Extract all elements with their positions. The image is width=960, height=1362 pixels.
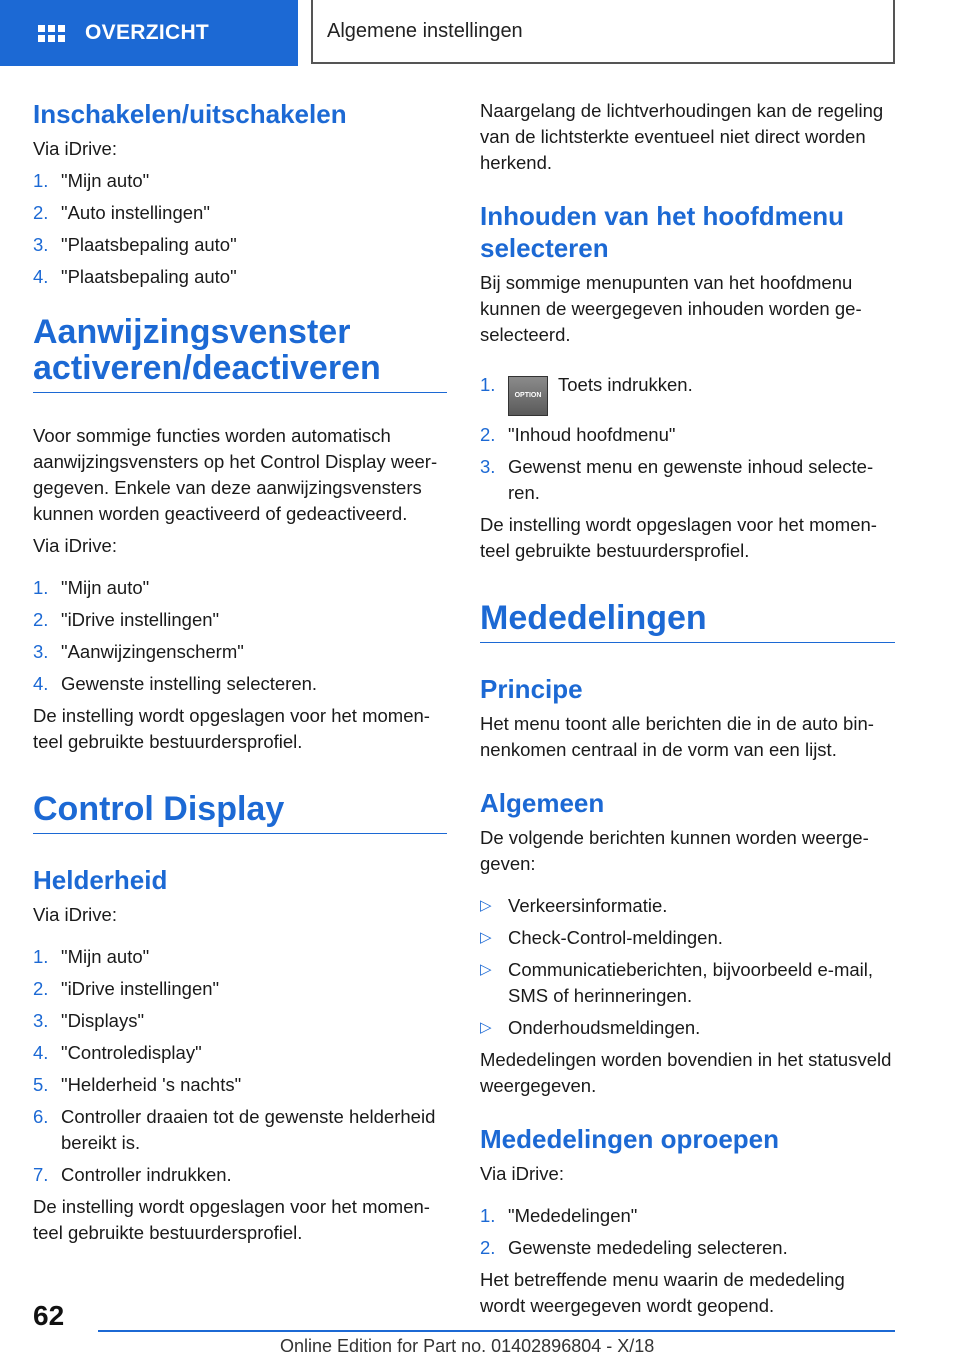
paragraph: Het betreffende menu waarin de mededeling wordt weergegeven wordt geopend. <box>480 1269 845 1316</box>
paragraph: Het menu toont alle berichten die in de auto binnenkomen centraal in de vorm van een lijst. <box>480 713 874 760</box>
paragraph: De instelling wordt opgeslagen voor het momenteel gebruikte bestuurdersprofiel. <box>33 705 430 752</box>
heading-mededelingen-oproepen: Mededelingen oproepen <box>480 1124 780 1154</box>
step-text: "Plaatsbepaling auto" <box>61 234 237 255</box>
steps-list <box>480 372 895 506</box>
list-item <box>33 1104 447 1156</box>
page-number: 62 <box>33 1300 65 1331</box>
page-header <box>0 0 960 66</box>
bullet-text: Verkeersinformatie. <box>508 895 668 916</box>
step-text: "Inhoud hoofdmenu" <box>508 424 676 445</box>
step-number: 4. <box>33 266 49 287</box>
triangle-bullet-icon: ▷ <box>480 1019 492 1036</box>
list-item <box>480 1015 895 1041</box>
step-number: 2. <box>33 609 49 630</box>
overview-tab[interactable] <box>0 0 298 66</box>
section-tab[interactable] <box>311 0 895 64</box>
overview-tab-label: OVERZICHT <box>85 21 210 44</box>
step-text: "Mijn auto" <box>61 946 150 967</box>
bullet-text: Check-Control-meldingen. <box>508 927 723 948</box>
heading-algemeen: Algemeen <box>480 788 605 818</box>
list-item <box>33 976 447 1002</box>
paragraph: De instelling wordt opgeslagen voor het momenteel gebruikte bestuurdersprofiel. <box>33 1196 430 1243</box>
step-text: "iDrive instellingen" <box>61 978 220 999</box>
step-text: "Helderheid 's nachts" <box>61 1074 242 1095</box>
right-column <box>480 98 895 1325</box>
triangle-bullet-icon: ▷ <box>480 961 492 978</box>
section-tab-label: Algemene instellingen <box>327 19 523 42</box>
heading-inhouden: Inhouden van het hoofdmenu selecteren <box>480 201 844 263</box>
list-item <box>33 1040 447 1066</box>
heading-mededelingen: Mededelingen <box>480 600 895 643</box>
step-number: 4. <box>33 1042 49 1063</box>
paragraph: De volgende berichten kunnen worden weergegeven: <box>480 827 869 874</box>
step-number: 6. <box>33 1106 49 1127</box>
step-number: 1. <box>33 946 49 967</box>
step-number: 1. <box>33 170 49 191</box>
heading-helderheid: Helderheid <box>33 865 168 895</box>
footer-edition: Online Edition for Part no. 01402896804 - X/18 <box>280 1336 655 1356</box>
step-text: "Mijn auto" <box>61 577 150 598</box>
list-item <box>480 422 895 448</box>
step-text: Gewenste mededeling selecteren. <box>508 1237 788 1258</box>
list-item <box>33 264 447 290</box>
step-text <box>508 372 693 416</box>
list-item <box>480 1203 895 1229</box>
step-number: 2. <box>33 978 49 999</box>
paragraph: Naargelang de lichtverhoudingen kan de regeling van de lichtsterkte eventueel niet direct worden herkend. <box>480 100 884 173</box>
step-text: "Displays" <box>61 1010 145 1031</box>
step-number: 1. <box>33 577 49 598</box>
step-text: "Aanwijzingenscherm" <box>61 641 244 662</box>
paragraph: Mededelingen worden bovendien in het statusveld weergegeven. <box>480 1049 892 1096</box>
steps-list <box>33 575 447 697</box>
paragraph: De instelling wordt opgeslagen voor het momenteel gebruikte bestuurdersprofiel. <box>480 514 877 561</box>
heading-control-display: Control Display <box>33 791 447 834</box>
heading-line: activeren/deactiveren <box>33 349 381 387</box>
footer-divider <box>98 1330 895 1332</box>
heading-principe: Principe <box>480 674 583 704</box>
list-item <box>33 232 447 258</box>
step-number: 1. <box>480 374 496 395</box>
list-item <box>33 1008 447 1034</box>
heading-line: Aanwijzingsvenster <box>33 313 351 351</box>
heading-aanwijzingsvenster <box>33 314 447 393</box>
paragraph: Via iDrive: <box>33 904 117 925</box>
step-text: Controller indrukken. <box>61 1164 232 1185</box>
list-item <box>480 957 895 1009</box>
steps-list <box>33 168 447 290</box>
bullet-list <box>480 893 895 1041</box>
list-item <box>480 1235 895 1261</box>
list-item <box>33 607 447 633</box>
paragraph: Via iDrive: <box>33 138 117 159</box>
step-text: "Controledisplay" <box>61 1042 202 1063</box>
step-text: "Plaatsbepaling auto" <box>61 266 237 287</box>
list-item <box>33 639 447 665</box>
steps-list <box>33 944 447 1188</box>
paragraph: Via iDrive: <box>33 535 117 556</box>
list-item <box>33 1162 447 1188</box>
list-item <box>33 575 447 601</box>
grid-icon <box>38 25 65 42</box>
step-text: "Mededelingen" <box>508 1205 638 1226</box>
list-item <box>33 168 447 194</box>
steps-list <box>480 1203 895 1261</box>
step-text-label: Toets indrukken. <box>558 374 693 395</box>
step-number: 2. <box>480 1237 496 1258</box>
list-item <box>33 200 447 226</box>
step-text: "Mijn auto" <box>61 170 150 191</box>
step-number: 3. <box>33 1010 49 1031</box>
bullet-text: Communicatieberichten, bijvoorbeeld e-mail, SMS of herinneringen. <box>508 959 874 1006</box>
step-number: 5. <box>33 1074 49 1095</box>
step-number: 1. <box>480 1205 496 1226</box>
step-number: 4. <box>33 673 49 694</box>
triangle-bullet-icon: ▷ <box>480 897 492 914</box>
list-item <box>480 454 895 506</box>
step-number: 2. <box>480 424 496 445</box>
step-number: 2. <box>33 202 49 223</box>
step-text: "Auto instellingen" <box>61 202 210 223</box>
option-button-icon: OPTION <box>508 376 548 416</box>
paragraph: Voor sommige functies worden automatisch aanwijzingsvensters op het Control Display weergegeven. Enkele van deze aanwijzingsvensters kunnen worden geactiveerd of gedeactiveerd. <box>33 425 438 524</box>
list-item <box>33 944 447 970</box>
paragraph: Bij sommige menupunten van het hoofdmenu kunnen de weergegeven inhouden worden geselecteerd. <box>480 272 862 345</box>
step-number: 3. <box>480 456 496 477</box>
list-item <box>33 671 447 697</box>
triangle-bullet-icon: ▷ <box>480 929 492 946</box>
list-item <box>480 925 895 951</box>
list-item <box>480 893 895 919</box>
step-text: Gewenst menu en gewenste inhoud selecteren. <box>508 456 874 503</box>
step-number: 3. <box>33 234 49 255</box>
heading-inschakelen: Inschakelen/uitschakelen <box>33 99 347 129</box>
list-item <box>33 1072 447 1098</box>
step-text: Gewenste instelling selecteren. <box>61 673 318 694</box>
left-column <box>33 98 447 1252</box>
step-number: 7. <box>33 1164 49 1185</box>
bullet-text: Onderhoudsmeldingen. <box>508 1017 701 1038</box>
step-text: Controller draaien tot de gewenste helderheid bereikt is. <box>61 1106 436 1153</box>
paragraph: Via iDrive: <box>480 1163 564 1184</box>
list-item <box>480 372 895 416</box>
step-text: "iDrive instellingen" <box>61 609 220 630</box>
step-number: 3. <box>33 641 49 662</box>
